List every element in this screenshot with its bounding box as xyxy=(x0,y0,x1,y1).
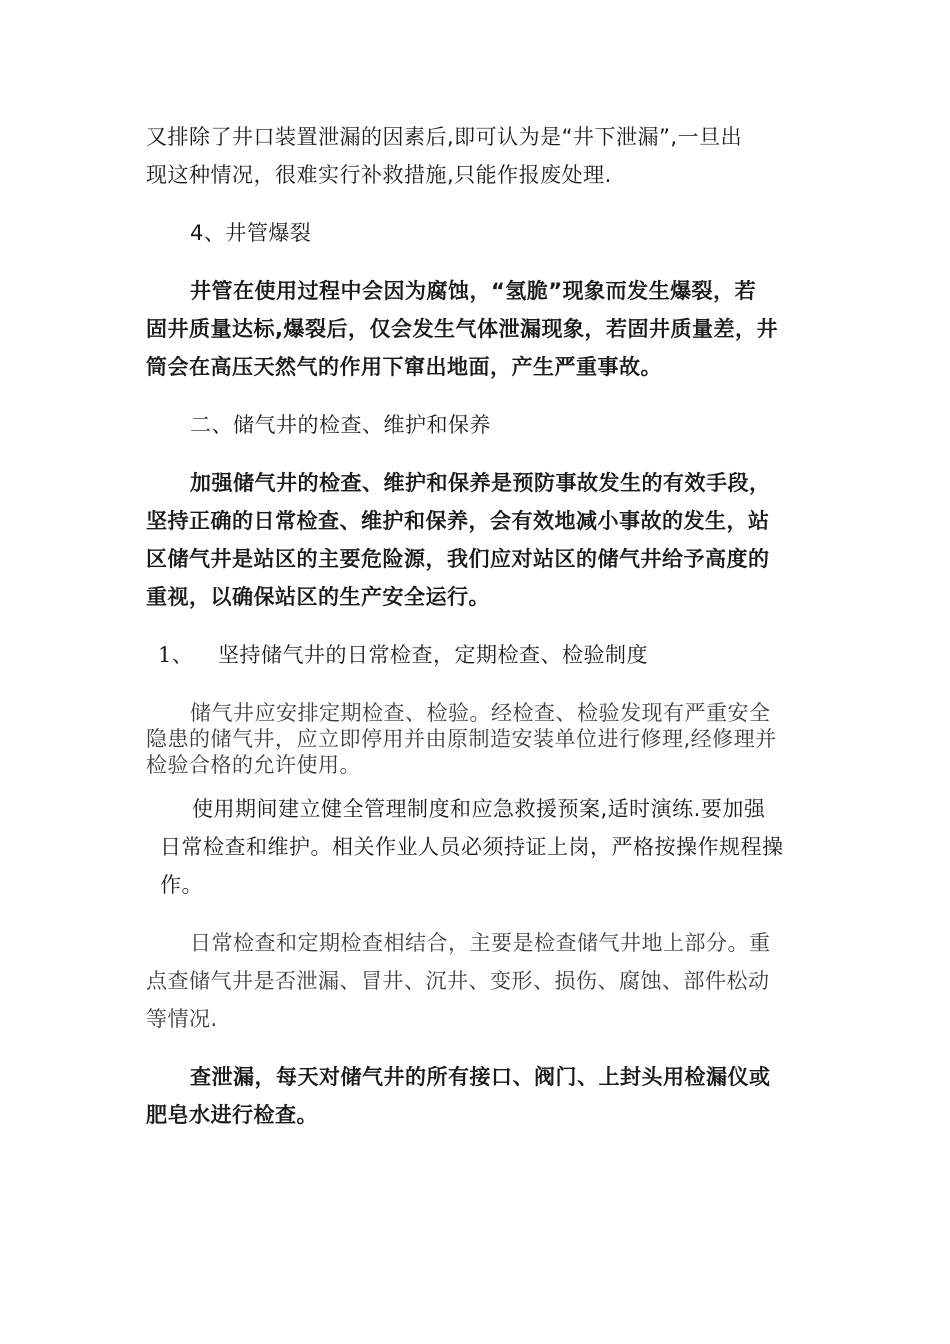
paragraph-5-line-2: 日常检查和维护。相关作业人员必须持证上岗，严格按操作规程操 xyxy=(160,835,784,859)
heading-item-1-number: 1、 xyxy=(158,643,194,667)
paragraph-4-line-3: 检验合格的允许使用。 xyxy=(146,753,361,777)
paragraph-5-line-3: 作。 xyxy=(160,873,203,897)
paragraph-1-line-2: 现这种情况，很难实行补救措施,只能作报废处理. xyxy=(146,163,612,187)
paragraph-6-line-3: 等情况. xyxy=(146,1007,218,1031)
paragraph-4-line-1: 储气井应安排定期检查、检验。经检查、检验发现有严重安全 xyxy=(190,701,771,725)
paragraph-4-line-2: 隐患的储气井，应立即停用并由原制造安装单位进行修理,经修理并 xyxy=(146,727,777,751)
paragraph-6-line-2: 点查储气井是否泄漏、冒井、沉井、变形、损伤、腐蚀、部件松动 xyxy=(146,969,770,993)
paragraph-7-line-1: 查泄漏，每天对储气井的所有接口、阀门、上封头用检漏仪或 xyxy=(190,1065,771,1089)
paragraph-3-line-1: 加强储气井的检查、维护和保养是预防事故发生的有效手段， xyxy=(190,471,771,495)
paragraph-3-line-3: 区储气井是站区的主要危险源，我们应对站区的储气井给予高度的 xyxy=(146,547,770,571)
paragraph-3-line-2: 坚持正确的日常检查、维护和保养，会有效地减小事故的发生，站 xyxy=(146,509,770,533)
paragraph-1-line-1: 又排除了井口装置泄漏的因素后,即可认为是“井下泄漏”,一旦出 xyxy=(146,125,743,149)
paragraph-5-line-1: 使用期间建立健全管理制度和应急救援预案,适时演练.要加强 xyxy=(192,797,766,821)
paragraph-2-line-3: 筒会在高压天然气的作用下窜出地面，产生严重事故。 xyxy=(146,355,662,379)
paragraph-7-line-2: 肥皂水进行检查。 xyxy=(146,1103,318,1127)
paragraph-6-line-1: 日常检查和定期检查相结合，主要是检查储气井地上部分。重 xyxy=(190,931,771,955)
heading-section-two: 二、储气井的检查、维护和保养 xyxy=(190,413,491,437)
paragraph-2-line-1: 井管在使用过程中会因为腐蚀，“氢脆”现象而发生爆裂，若 xyxy=(190,279,757,303)
paragraph-3-line-4: 重视，以确保站区的生产安全运行。 xyxy=(146,585,490,609)
paragraph-2-line-2: 固井质量达标,爆裂后，仅会发生气体泄漏现象，若固井质量差，井 xyxy=(146,317,778,341)
heading-pipe-burst: 4、井管爆裂 xyxy=(190,221,312,245)
heading-item-1-text: 坚持储气井的日常检查，定期检查、检验制度 xyxy=(218,643,648,667)
